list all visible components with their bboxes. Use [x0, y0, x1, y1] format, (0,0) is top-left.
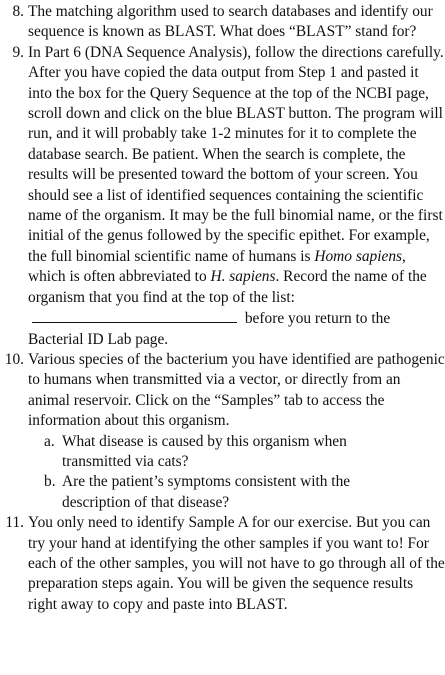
sub-question-a	[28, 432, 445, 473]
text-segment: In Part 6 (DNA Sequence Analysis), follow the directions carefully. After you have copied the data output from Step 1 and pasted it into the box for the Query Sequence at the top of the NCBI page, scroll down and click on the blue BLAST button. The program will run, and it will probably take 1-2 minutes for it to complete the database search. Be patient. When the search is complete, the results will be presented toward the bottom of your screen. You should see a list of identified sequences containing the scientific name of the organism. It may be the full binomial name, or the first initial of the genus followed by the specific epithet. For example, the full binomial scientific name of humans is	[28, 43, 444, 265]
italic-text: Homo sapiens	[314, 247, 403, 265]
text-segment: before you return to the Bacterial ID Lab page.	[28, 310, 391, 348]
sub-question-text: What disease is caused by this organism when transmitted via cats?	[62, 432, 347, 470]
question-text: You only need to identify Sample A for our exercise. But you can try your hand at identifying the other samples if you want to! For each of the other samples, you will not have to go through all of the preparation steps again. You will be given the sequence results right away to copy and paste into BLAST.	[28, 514, 445, 613]
question-text: Various species of the bacterium you have identified are pathogenic to humans when transmitted via a vector, or directly from an animal reservoir. Click on the “Samples” tab to access the information about this organism.	[28, 350, 445, 430]
text-segment: . Record the name of the organism that you find at the top of the list:	[28, 268, 427, 306]
sub-question-letter: a.	[44, 432, 55, 450]
question-number: 10.	[4, 350, 24, 368]
question-number: 11.	[5, 514, 24, 532]
question-text: The matching algorithm used to search databases and identify our sequence is known as BLAST. What does “BLAST” stand for?	[28, 3, 433, 41]
text-segment: , which is often abbreviated to	[28, 247, 406, 286]
answer-blank-line[interactable]	[32, 308, 237, 323]
question-text	[24, 43, 445, 350]
italic-text: H. sapiens	[210, 268, 276, 286]
question-9	[0, 43, 445, 350]
document-page	[0, 2, 445, 675]
sub-question-text: Are the patient’s symptoms consistent with the description of that disease?	[62, 473, 351, 511]
question-11	[0, 513, 445, 615]
sub-question-b	[28, 472, 445, 513]
question-number: 9.	[12, 43, 24, 61]
question-body	[24, 350, 445, 513]
question-number: 8.	[12, 3, 24, 20]
question-8	[0, 2, 445, 43]
question-10	[0, 350, 445, 513]
sub-question-letter: b.	[44, 473, 56, 491]
